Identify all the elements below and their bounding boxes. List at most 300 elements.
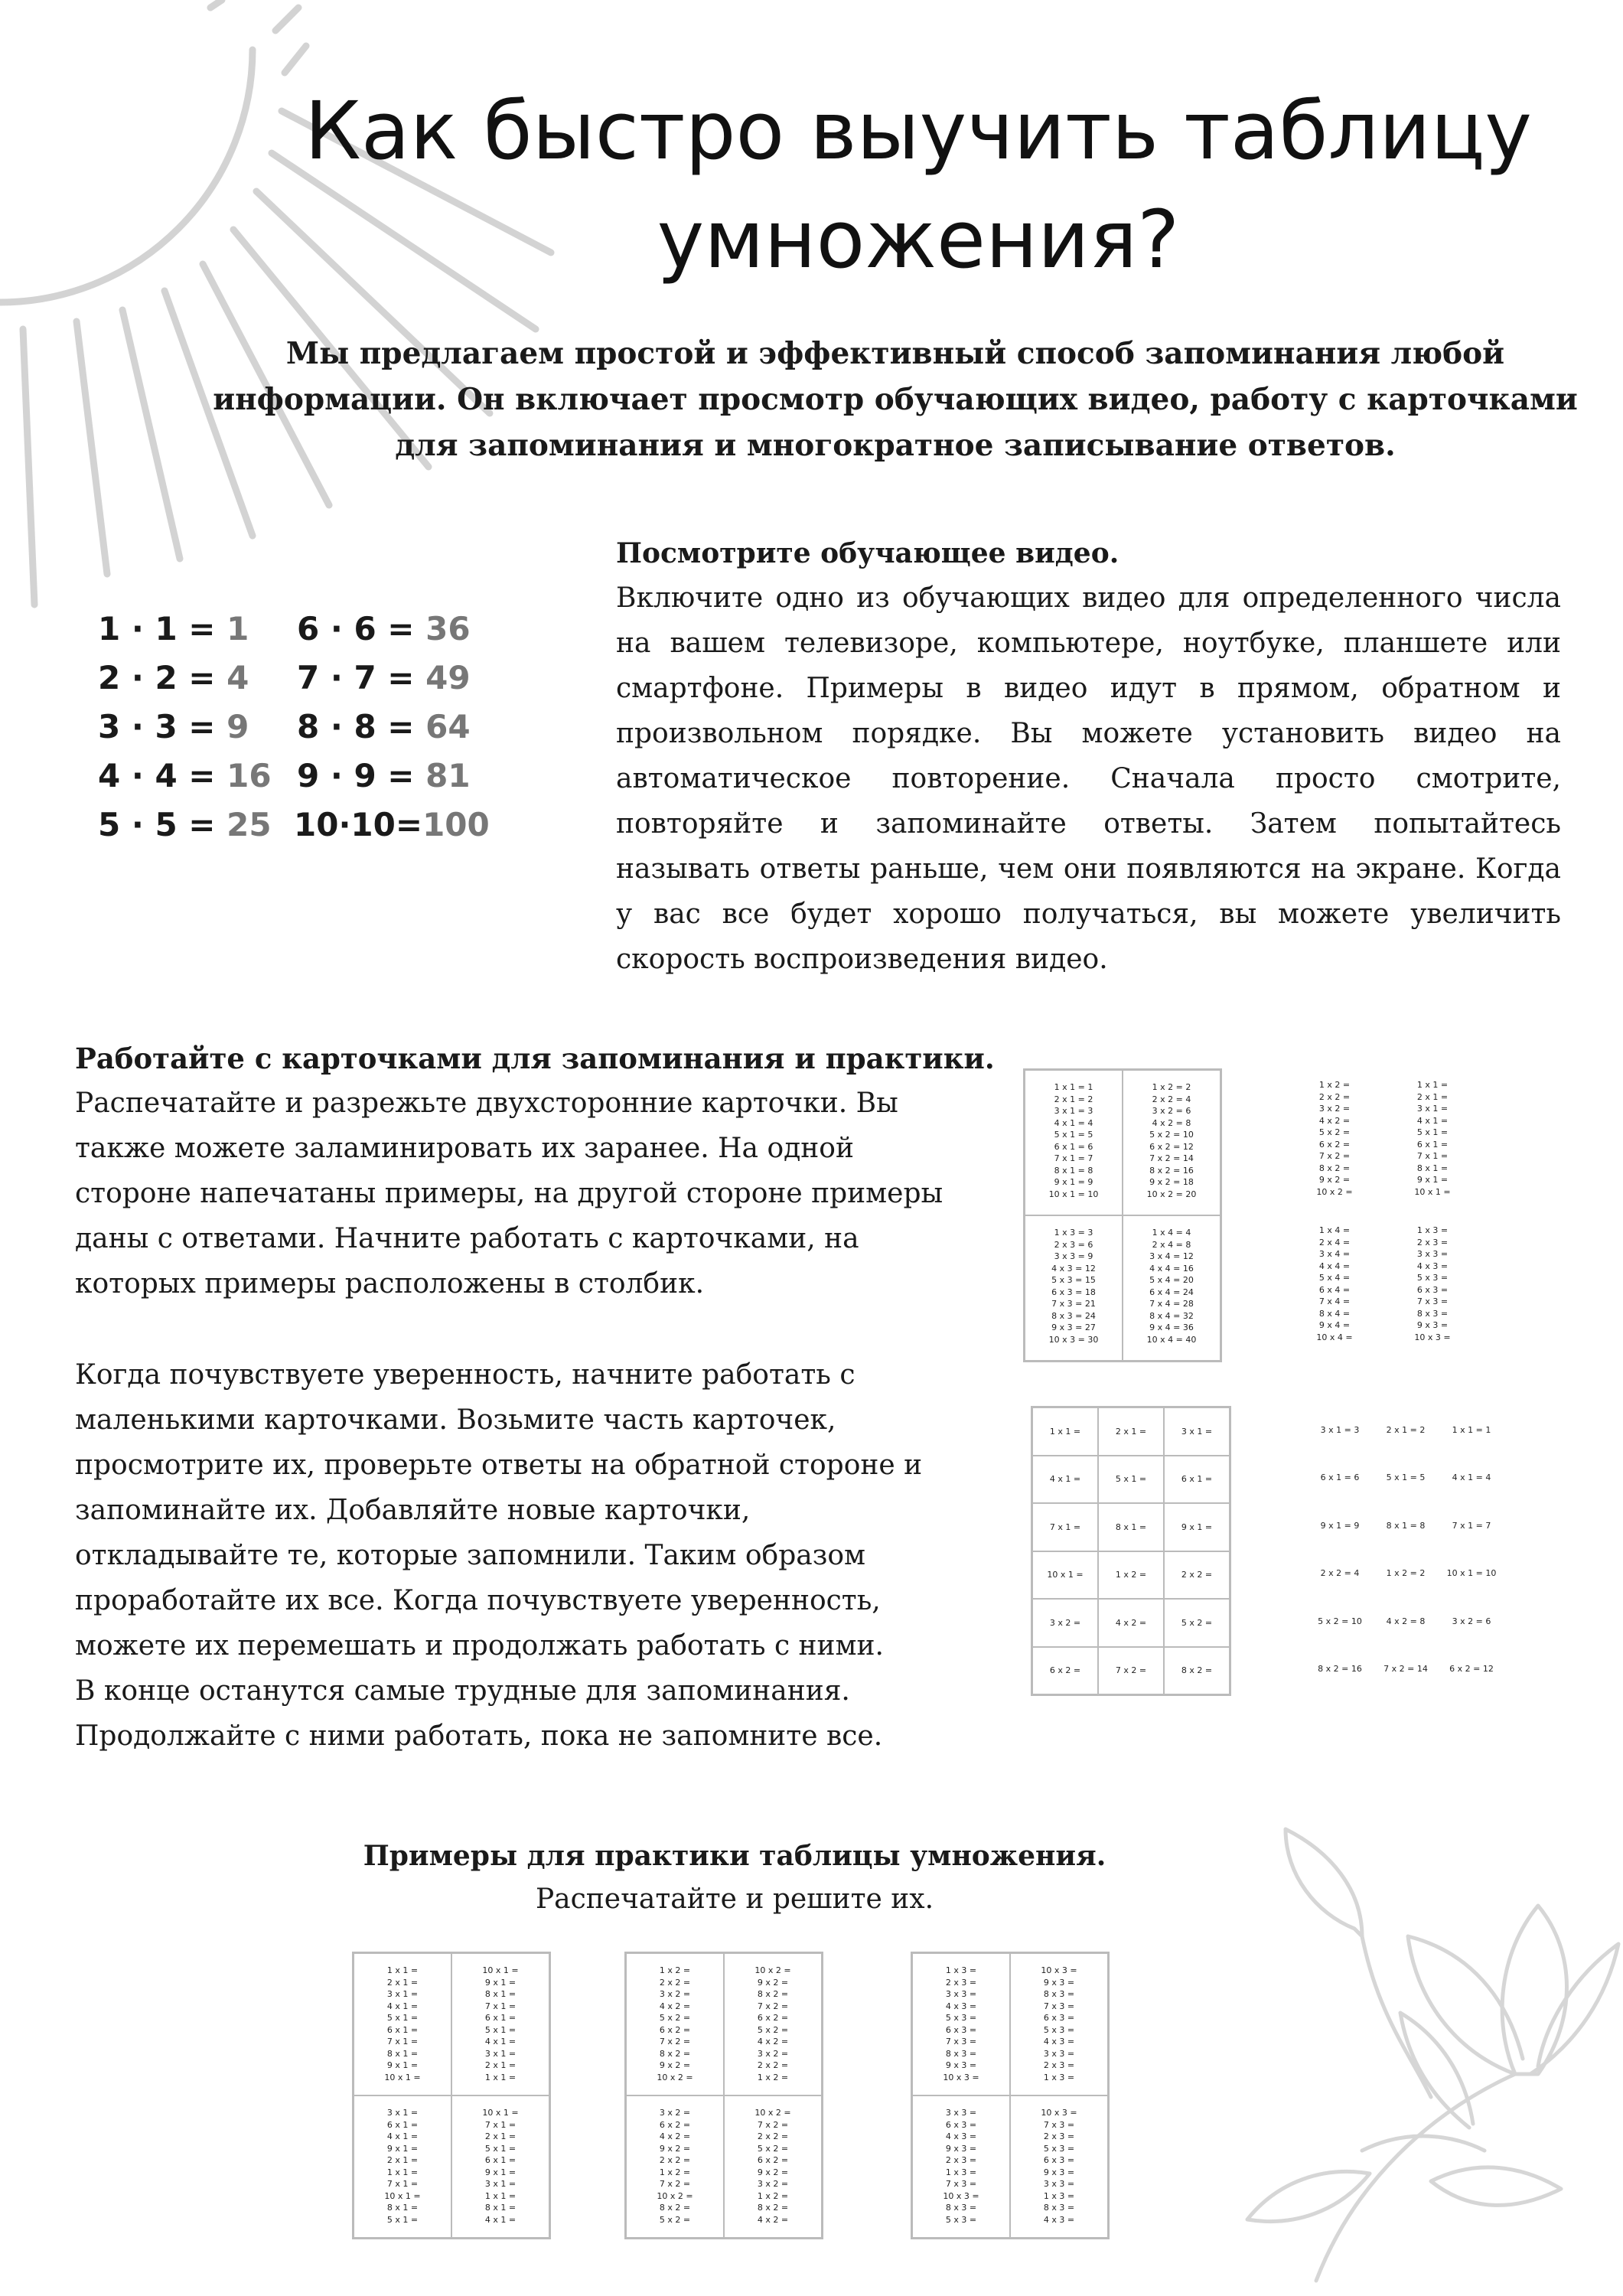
card-line: 4 x 3 = — [1043, 2037, 1075, 2047]
cards-section — [75, 1036, 1024, 1759]
card-line: 9 x 1 = — [386, 2143, 419, 2154]
equals-sign-icon: = — [177, 708, 227, 745]
card-line: 8 x 3 = 24 — [1051, 1310, 1096, 1321]
card-line: 10 x 1 = 10 — [1048, 1189, 1099, 1199]
flashcard — [1010, 2095, 1108, 2238]
card-line: 6 x 1 = — [386, 2119, 419, 2130]
flashcard — [912, 1953, 1010, 2095]
flower-decoration — [1178, 1821, 1623, 2296]
card-line: 4 x 1 = — [1416, 1115, 1449, 1126]
card-line: 4 x 1 = — [484, 2037, 517, 2047]
equals-sign-icon: = — [177, 610, 227, 647]
card-line: 4 x 3 = — [945, 2001, 977, 2011]
intro-paragraph — [176, 331, 1615, 468]
intro-line: для запоминания и многократное записывание ответов. — [395, 428, 1396, 463]
text-line: маленькими карточками. Возьмите часть карточек, — [75, 1404, 836, 1436]
square-result: 49 — [425, 659, 471, 696]
equals-sign-icon: = — [177, 659, 227, 696]
card-line: 1 x 3 = — [945, 1965, 977, 1975]
square-factor: 6 — [297, 610, 320, 647]
card-line: 10 x 1 = — [1414, 1186, 1451, 1197]
square-row — [98, 752, 272, 801]
card-line: 4 x 2 = — [659, 2131, 691, 2141]
small-flashcard: 3 x 1 = — [1164, 1407, 1230, 1456]
card-line: 8 x 4 = — [1318, 1308, 1351, 1319]
card-line: 9 x 2 = — [659, 2143, 691, 2154]
card-line: 7 x 1 = — [386, 2179, 419, 2189]
card-line: 9 x 1 = — [1416, 1175, 1449, 1185]
card-line: 10 x 2 = — [754, 2108, 791, 2118]
card-line: 9 x 1 = 9 — [1054, 1177, 1093, 1187]
square-factor: 10 — [350, 806, 396, 843]
square-factor: 7 — [354, 659, 376, 696]
practice-sheet-x3 — [911, 1952, 1110, 2239]
multiply-dot-icon: · — [319, 757, 354, 794]
flashcard — [626, 1953, 724, 2095]
square-factor: 4 — [155, 757, 178, 794]
card-line: 10 x 3 = 30 — [1048, 1334, 1099, 1345]
text-line: даны с ответами. Начните работать с карточками, на — [75, 1223, 859, 1254]
card-line: 6 x 2 = 12 — [1149, 1141, 1194, 1152]
equals-sign-icon: = — [395, 806, 423, 843]
equals-sign-icon: = — [376, 708, 426, 745]
square-result: 16 — [227, 757, 272, 794]
card-line: 4 x 2 = — [757, 2037, 789, 2047]
small-flashcard: 7 x 1 = — [1032, 1503, 1098, 1551]
card-line: 4 x 3 = — [1416, 1261, 1449, 1271]
flashcard — [1286, 1214, 1383, 1359]
card-line: 6 x 2 = — [659, 2119, 691, 2130]
square-row — [98, 605, 249, 654]
small-flashcard: 9 x 1 = — [1164, 1503, 1230, 1551]
square-row — [98, 654, 249, 703]
card-line: 4 x 2 = — [1318, 1115, 1351, 1126]
square-result: 25 — [227, 806, 272, 843]
small-flashcard: 4 x 1 = 4 — [1452, 1473, 1491, 1483]
card-line: 8 x 3 = — [1043, 1989, 1075, 1999]
card-line: 5 x 2 = — [757, 2143, 789, 2154]
multiply-dot-icon: · — [120, 659, 155, 696]
card-line: 5 x 3 = — [945, 2013, 977, 2023]
card-line: 10 x 2 = 20 — [1146, 1189, 1197, 1199]
practice-sheet-x2 — [624, 1952, 823, 2239]
small-flashcard: 8 x 2 = — [1164, 1647, 1230, 1695]
card-line: 1 x 3 = — [1043, 2072, 1075, 2082]
text-line: Распечатайте и разрежьте двухсторонние карточки. Вы — [75, 1088, 898, 1119]
square-factor: 1 — [155, 610, 178, 647]
card-line: 4 x 1 = — [386, 2131, 419, 2141]
card-line: 4 x 3 = — [1043, 2214, 1075, 2225]
flashcard — [724, 1953, 822, 2095]
flashcard — [451, 2095, 549, 2238]
intro-line: информации. Он включает просмотр обучающих видео, работу с карточками — [213, 382, 1578, 417]
card-line: 3 x 1 = — [386, 1989, 419, 1999]
card-line: 9 x 3 = — [945, 2143, 977, 2154]
card-line: 10 x 4 = 40 — [1146, 1334, 1197, 1345]
card-line: 2 x 2 = — [659, 1977, 691, 1988]
card-line: 8 x 2 = — [659, 2048, 691, 2059]
card-line: 6 x 3 = 18 — [1051, 1287, 1096, 1297]
card-line: 10 x 3 = — [943, 2190, 979, 2201]
card-line: 6 x 1 = 6 — [1054, 1141, 1093, 1152]
column-cards-front — [1023, 1068, 1222, 1362]
card-line: 2 x 3 = 6 — [1054, 1239, 1093, 1250]
card-line: 10 x 2 = — [657, 2072, 693, 2082]
card-line: 2 x 2 = 4 — [1152, 1094, 1191, 1104]
card-line: 5 x 1 = — [484, 2143, 517, 2154]
square-factor: 1 — [98, 610, 121, 647]
card-line: 1 x 3 = — [1043, 2190, 1075, 2201]
card-line: 1 x 2 = — [757, 2072, 789, 2082]
card-line: 5 x 4 = — [1318, 1273, 1351, 1283]
card-line: 5 x 1 = — [386, 2214, 419, 2225]
card-line: 9 x 2 = — [659, 2060, 691, 2070]
card-line: 3 x 2 = — [757, 2048, 789, 2059]
card-line: 9 x 2 = — [757, 2167, 789, 2177]
card-line: 1 x 2 = 2 — [1152, 1082, 1191, 1092]
card-line: 3 x 3 = — [1043, 2179, 1075, 2189]
card-line: 2 x 1 = — [484, 2131, 517, 2141]
card-line: 5 x 3 = — [945, 2214, 977, 2225]
card-line: 1 x 1 = — [484, 2190, 517, 2201]
card-line: 6 x 3 = — [1416, 1284, 1449, 1295]
card-line: 8 x 3 = — [1416, 1308, 1449, 1319]
card-line: 4 x 2 = — [659, 2001, 691, 2011]
video-heading: Посмотрите обучающее видео. — [616, 537, 1119, 569]
square-result: 81 — [425, 757, 471, 794]
text-line: проработайте их все. Когда почувствуете уверенность, — [75, 1585, 881, 1616]
small-flashcard: 4 x 2 = 8 — [1386, 1616, 1426, 1626]
card-line: 3 x 4 = 12 — [1149, 1251, 1194, 1261]
card-line: 6 x 3 = — [945, 2024, 977, 2035]
small-flashcard: 7 x 2 = 14 — [1383, 1664, 1428, 1675]
square-result: 1 — [227, 610, 249, 647]
flashcard — [1383, 1068, 1481, 1214]
card-line: 7 x 1 = — [484, 2001, 517, 2011]
text-line: также можете заламинировать их заранее. На одной — [75, 1133, 854, 1164]
card-line: 2 x 1 = 2 — [1054, 1094, 1093, 1104]
card-line: 7 x 2 = — [659, 2179, 691, 2189]
card-line: 5 x 1 = 5 — [1054, 1130, 1093, 1140]
card-line: 2 x 3 = — [945, 2155, 977, 2165]
card-line: 10 x 1 = — [482, 1965, 519, 1975]
card-line: 6 x 3 = — [1043, 2013, 1075, 2023]
card-line: 1 x 1 = — [386, 2167, 419, 2177]
card-line: 7 x 1 = — [1416, 1151, 1449, 1161]
card-line: 6 x 2 = — [757, 2013, 789, 2023]
card-line: 1 x 3 = 3 — [1054, 1228, 1093, 1238]
small-flashcard: 2 x 1 = 2 — [1386, 1424, 1426, 1435]
card-line: 2 x 2 = — [1318, 1091, 1351, 1102]
card-line: 4 x 4 = 16 — [1149, 1263, 1194, 1274]
card-line: 4 x 4 = — [1318, 1261, 1351, 1271]
card-line: 8 x 1 = — [386, 2203, 419, 2213]
card-line: 6 x 3 = — [945, 2119, 977, 2130]
equals-sign-icon: = — [376, 610, 426, 647]
card-line: 6 x 4 = — [1318, 1284, 1351, 1295]
card-line: 7 x 2 = — [757, 2001, 789, 2011]
small-flashcard: 2 x 2 = 4 — [1320, 1568, 1360, 1579]
card-line: 7 x 3 = — [945, 2179, 977, 2189]
text-line: Продолжайте с ними работать, пока не запомните все. — [75, 1720, 883, 1752]
square-factor: 9 — [354, 757, 376, 794]
card-line: 6 x 2 = — [1318, 1139, 1351, 1150]
multiply-dot-icon: · — [319, 708, 354, 745]
card-line: 1 x 1 = — [386, 1965, 419, 1975]
square-row — [297, 703, 471, 752]
small-flashcard: 8 x 2 = 16 — [1318, 1664, 1362, 1675]
card-line: 5 x 1 = — [484, 2024, 517, 2035]
card-line: 5 x 2 = — [1318, 1127, 1351, 1137]
flashcard — [1286, 1068, 1383, 1214]
card-line: 3 x 1 = — [386, 2108, 419, 2118]
card-line: 8 x 1 = — [386, 2048, 419, 2059]
card-line: 2 x 3 = — [1416, 1237, 1449, 1247]
card-line: 2 x 4 = — [1318, 1237, 1351, 1247]
card-line: 8 x 3 = — [1043, 2203, 1075, 2213]
title-line-2: умножения? — [657, 193, 1180, 286]
card-line: 3 x 2 = — [659, 2108, 691, 2118]
flashcard — [1025, 1215, 1123, 1361]
card-line: 9 x 1 = — [484, 1977, 517, 1988]
flashcard — [354, 2095, 451, 2238]
small-flashcard: 2 x 1 = — [1098, 1407, 1164, 1456]
card-line: 5 x 1 = — [386, 2013, 419, 2023]
flashcard — [1025, 1070, 1123, 1215]
small-flashcard: 3 x 2 = — [1032, 1599, 1098, 1647]
flashcard — [724, 2095, 822, 2238]
card-line: 9 x 3 = — [1043, 2167, 1075, 2177]
card-line: 8 x 2 = — [757, 2203, 789, 2213]
text-line: которых примеры расположены в столбик. — [75, 1268, 705, 1300]
card-line: 7 x 4 = 28 — [1149, 1299, 1194, 1309]
card-line: 2 x 1 = — [484, 2060, 517, 2070]
square-factor: 5 — [155, 806, 178, 843]
flashcard — [1123, 1215, 1221, 1361]
card-line: 6 x 4 = 24 — [1149, 1287, 1194, 1297]
card-line: 8 x 3 = — [945, 2048, 977, 2059]
card-line: 9 x 2 = 18 — [1149, 1177, 1194, 1187]
card-line: 3 x 4 = — [1318, 1249, 1351, 1259]
small-flashcard: 1 x 2 = — [1098, 1551, 1164, 1600]
multiply-dot-icon: · — [120, 610, 155, 647]
card-line: 3 x 2 = 6 — [1152, 1106, 1191, 1116]
column-cards-back — [1286, 1068, 1481, 1359]
small-flashcard: 8 x 1 = 8 — [1386, 1520, 1426, 1531]
flashcard — [1010, 1953, 1108, 2095]
flashcard — [912, 2095, 1010, 2238]
square-result: 4 — [227, 659, 249, 696]
small-flashcard: 8 x 1 = — [1098, 1503, 1164, 1551]
card-line: 10 x 2 = — [1316, 1186, 1353, 1197]
card-line: 3 x 3 = 9 — [1054, 1251, 1093, 1261]
card-line: 8 x 2 = — [659, 2203, 691, 2213]
card-line: 9 x 4 = — [1318, 1320, 1351, 1330]
small-flashcard: 4 x 1 = — [1032, 1456, 1098, 1504]
card-line: 2 x 2 = — [757, 2131, 789, 2141]
square-row — [294, 801, 490, 850]
text-line: просмотрите их, проверьте ответы на обратной стороне и — [75, 1450, 923, 1481]
card-line: 5 x 2 = — [659, 2013, 691, 2023]
cards-heading: Работайте с карточками для запоминания и практики. — [75, 1042, 995, 1075]
intro-line: Мы предлагаем простой и эффективный способ запоминания любой — [285, 336, 1505, 371]
flashcard — [1123, 1070, 1221, 1215]
card-line: 2 x 3 = — [1043, 2131, 1075, 2141]
card-line: 1 x 2 = — [1318, 1080, 1351, 1090]
multiply-dot-icon: · — [120, 708, 155, 745]
multiply-dot-icon: · — [319, 659, 354, 696]
square-result: 36 — [425, 610, 471, 647]
card-line: 8 x 4 = 32 — [1149, 1310, 1194, 1321]
card-line: 3 x 1 = 3 — [1054, 1106, 1093, 1116]
card-line: 2 x 1 = — [386, 2155, 419, 2165]
square-factor: 5 — [98, 806, 121, 843]
card-line: 5 x 2 = — [757, 2024, 789, 2035]
card-line: 8 x 1 = — [1416, 1163, 1449, 1173]
card-line: 7 x 1 = — [484, 2119, 517, 2130]
flashcard — [626, 2095, 724, 2238]
small-flashcard: 10 x 1 = — [1032, 1551, 1098, 1600]
card-line: 1 x 2 = — [659, 2167, 691, 2177]
square-factor: 10 — [294, 806, 339, 843]
card-line: 6 x 3 = — [1043, 2155, 1075, 2165]
small-flashcard: 3 x 1 = 3 — [1320, 1424, 1360, 1435]
card-line: 10 x 1 = — [384, 2072, 421, 2082]
cards-text-2 — [75, 1352, 1024, 1759]
card-line: 8 x 3 = — [945, 2203, 977, 2213]
card-line: 6 x 1 = — [386, 2024, 419, 2035]
flashcard — [354, 1953, 451, 2095]
small-flashcard: 5 x 1 = — [1098, 1456, 1164, 1504]
card-line: 4 x 1 = — [386, 2001, 419, 2011]
card-line: 5 x 2 = 10 — [1149, 1130, 1194, 1140]
card-line: 8 x 2 = 16 — [1149, 1165, 1194, 1176]
practice-section-header — [230, 1834, 1240, 1921]
card-line: 2 x 1 = — [386, 1977, 419, 1988]
small-flashcard: 5 x 2 = — [1164, 1599, 1230, 1647]
card-line: 5 x 3 = — [1043, 2024, 1075, 2035]
card-line: 9 x 1 = — [484, 2167, 517, 2177]
card-line: 2 x 1 = — [1416, 1091, 1449, 1102]
card-line: 7 x 2 = — [1318, 1151, 1351, 1161]
card-line: 2 x 3 = — [1043, 2060, 1075, 2070]
card-line: 7 x 2 = 14 — [1149, 1153, 1194, 1163]
practice-subheading: Распечатайте и решите их. — [535, 1883, 934, 1915]
equals-sign-icon: = — [177, 757, 227, 794]
small-flashcard: 6 x 1 = — [1164, 1456, 1230, 1504]
card-line: 2 x 3 = — [945, 1977, 977, 1988]
multiply-dot-icon: · — [319, 610, 354, 647]
card-line: 8 x 1 = — [484, 1989, 517, 1999]
card-line: 5 x 3 = — [1043, 2143, 1075, 2154]
square-factor: 2 — [98, 659, 121, 696]
text-line: стороне напечатаны примеры, на другой стороне примеры — [75, 1178, 943, 1209]
card-line: 9 x 2 = — [1318, 1175, 1351, 1185]
card-line: 3 x 2 = — [757, 2179, 789, 2189]
small-flashcard: 6 x 1 = 6 — [1320, 1473, 1360, 1483]
card-line: 2 x 4 = 8 — [1152, 1239, 1191, 1250]
square-factor: 4 — [98, 757, 121, 794]
square-factor: 2 — [155, 659, 178, 696]
card-line: 7 x 3 = — [1043, 2119, 1075, 2130]
card-line: 9 x 4 = 36 — [1149, 1322, 1194, 1332]
multiply-dot-icon: · — [338, 806, 351, 843]
card-line: 9 x 1 = — [386, 2060, 419, 2070]
card-line: 6 x 2 = — [659, 2024, 691, 2035]
card-line: 5 x 3 = — [1416, 1273, 1449, 1283]
card-line: 9 x 2 = — [757, 1977, 789, 1988]
card-line: 8 x 2 = — [757, 1989, 789, 1999]
card-line: 9 x 3 = — [945, 2060, 977, 2070]
small-flashcard: 1 x 1 = 1 — [1452, 1424, 1491, 1435]
text-line: можете их перемешать и продолжать работать с ними. — [75, 1630, 884, 1662]
small-flashcard: 3 x 2 = 6 — [1452, 1616, 1491, 1626]
card-line: 7 x 3 = — [1043, 2001, 1075, 2011]
card-line: 3 x 3 = — [945, 1989, 977, 1999]
square-result: 100 — [422, 806, 490, 843]
card-line: 1 x 2 = — [659, 1965, 691, 1975]
text-line: откладывайте те, которые запомнили. Таким образом — [75, 1540, 866, 1571]
card-line: 3 x 2 = — [1318, 1104, 1351, 1114]
small-flashcard: 7 x 2 = — [1098, 1647, 1164, 1695]
card-line: 5 x 4 = 20 — [1149, 1275, 1194, 1285]
card-line: 1 x 1 = — [1416, 1080, 1449, 1090]
card-line: 1 x 3 = — [1416, 1225, 1449, 1235]
card-line: 4 x 1 = — [484, 2214, 517, 2225]
square-result: 9 — [227, 708, 249, 745]
card-line: 3 x 1 = — [484, 2179, 517, 2189]
equals-sign-icon: = — [177, 806, 227, 843]
card-line: 10 x 3 = — [1414, 1332, 1451, 1342]
card-line: 1 x 3 = — [945, 2167, 977, 2177]
equals-sign-icon: = — [376, 659, 426, 696]
small-flashcard: 9 x 1 = 9 — [1320, 1520, 1360, 1531]
card-line: 5 x 2 = — [659, 2214, 691, 2225]
square-factor: 3 — [98, 708, 121, 745]
card-line: 1 x 1 = — [484, 2072, 517, 2082]
card-line: 4 x 2 = 8 — [1152, 1117, 1191, 1128]
video-text: Включите одно из обучающих видео для определенного числа на вашем телевизоре, компьютере, ноутбуке, планшете или смартфоне. Примеры в видео идут в прямом, обратном и произвольном порядке. Вы можете установить видео на автоматическое повторение. Сначала просто смотрите, повторяйте и запоминайте ответы. Затем попытайтесь называть ответы раньше, чем они появляются на экране. Когда у вас все будет хорошо получаться, вы можете увеличить скорость воспроизведения видео. — [616, 582, 1561, 975]
text-line: В конце останутся самые трудные для запоминания. — [75, 1675, 850, 1707]
small-flashcard: 5 x 1 = 5 — [1386, 1473, 1426, 1483]
card-line: 10 x 3 = — [943, 2072, 979, 2082]
card-line: 7 x 1 = 7 — [1054, 1153, 1093, 1163]
cards-text-1 — [75, 1081, 1024, 1306]
card-line: 3 x 1 = — [1416, 1104, 1449, 1114]
card-line: 9 x 3 = — [1043, 1977, 1075, 1988]
card-line: 8 x 2 = — [1318, 1163, 1351, 1173]
card-line: 9 x 3 = — [1416, 1320, 1449, 1330]
card-line: 6 x 1 = — [484, 2155, 517, 2165]
card-line: 10 x 2 = — [657, 2190, 693, 2201]
card-line: 7 x 4 = — [1318, 1296, 1351, 1306]
card-line: 8 x 1 = 8 — [1054, 1165, 1093, 1176]
card-line: 4 x 3 = — [945, 2131, 977, 2141]
square-result: 64 — [425, 708, 471, 745]
small-cards-back — [1307, 1406, 1504, 1693]
card-line: 4 x 2 = — [757, 2214, 789, 2225]
card-line: 1 x 4 = 4 — [1152, 1228, 1191, 1238]
flashcard — [451, 1953, 549, 2095]
card-line: 10 x 1 = — [384, 2190, 421, 2201]
card-line: 7 x 3 = 21 — [1051, 1299, 1096, 1309]
square-factor: 7 — [297, 659, 320, 696]
square-row — [98, 703, 249, 752]
small-flashcard: 10 x 1 = 10 — [1446, 1568, 1497, 1579]
card-line: 7 x 2 = — [659, 2037, 691, 2047]
multiply-dot-icon: · — [120, 757, 155, 794]
card-line: 10 x 4 = — [1316, 1332, 1353, 1342]
